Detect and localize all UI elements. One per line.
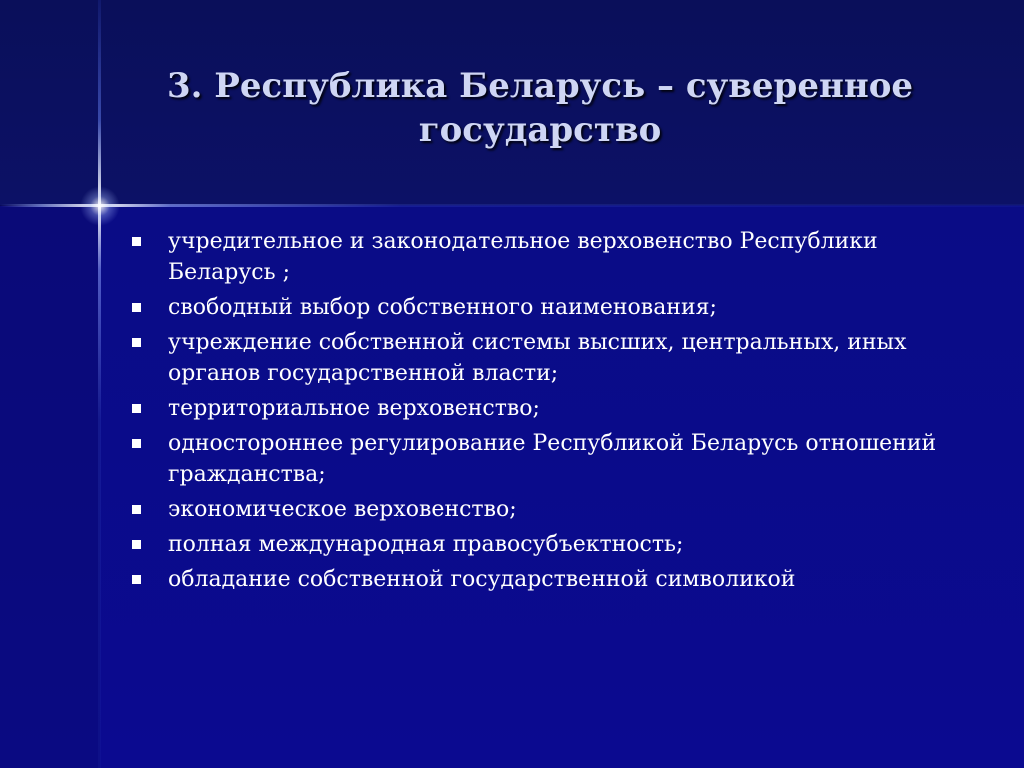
bullet-text: полная международная правосубъектность; (168, 532, 684, 557)
bullet-text: обладание собственной государственной символикой (168, 567, 796, 592)
slide-title: 3. Республика Беларусь – суверенное государство (166, 66, 914, 150)
square-bullet-icon (132, 505, 141, 514)
bullet-list (128, 226, 948, 599)
bullet-text: свободный выбор собственного наименования; (168, 295, 717, 320)
bullet-item (128, 226, 948, 288)
left-strip (0, 206, 100, 768)
bullet-item (128, 292, 948, 323)
square-bullet-icon (132, 439, 141, 448)
light-flare-vertical (98, 0, 101, 768)
light-flare-glow (80, 186, 120, 226)
bullet-text: территориальное верховенство; (168, 396, 540, 421)
bullet-text: учредительное и законодательное верховенство Республики Беларусь ; (168, 229, 878, 285)
light-flare-horizontal (0, 204, 1024, 207)
bullet-item (128, 564, 948, 595)
square-bullet-icon (132, 404, 141, 413)
square-bullet-icon (132, 237, 141, 246)
square-bullet-icon (132, 540, 141, 549)
square-bullet-icon (132, 338, 141, 347)
bullet-text: учреждение собственной системы высших, центральных, иных органов государственной власти; (168, 330, 907, 386)
square-bullet-icon (132, 303, 141, 312)
square-bullet-icon (132, 575, 141, 584)
bullet-text: экономическое верховенство; (168, 497, 517, 522)
bullet-item (128, 529, 948, 560)
bullet-text: одностороннее регулирование Республикой Беларусь отношений гражданства; (168, 431, 937, 487)
bullet-item (128, 494, 948, 525)
bullet-item (128, 327, 948, 389)
bullet-item (128, 393, 948, 424)
bullet-item (128, 428, 948, 490)
